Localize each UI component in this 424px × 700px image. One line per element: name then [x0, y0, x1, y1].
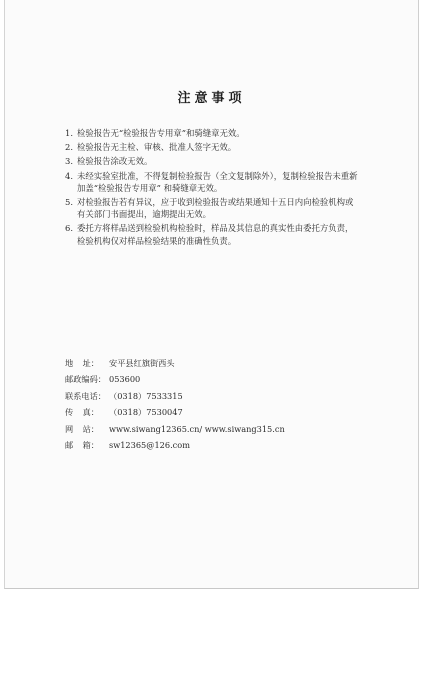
postcode-row [65, 372, 285, 389]
document-page [4, 0, 419, 589]
note-number: 5. [65, 196, 73, 207]
note-text: 有关部门书面提出，逾期提出无效。 [77, 209, 211, 220]
website-label [65, 424, 99, 435]
note-text: 检验报告涂改无效。 [77, 156, 153, 167]
phone-row [65, 388, 285, 405]
address-row [65, 355, 285, 372]
note-text: 检验机构仅对样品检验结果的准确性负责。 [77, 235, 237, 246]
postcode-value: 053600 [109, 374, 141, 385]
note-text: 检验报告无“检验报告专用章”和骑缝章无效。 [77, 128, 245, 138]
email-row [65, 438, 285, 455]
fax-label-char: 传 [65, 407, 74, 418]
address-label-char: 地 [65, 357, 74, 368]
list-item [65, 141, 385, 153]
fax-value: （0318）7530047 [109, 407, 183, 418]
note-number: 1. [65, 128, 73, 138]
note-number: 3. [65, 156, 73, 167]
note-text: 加盖“检验报告专用章” 和骑缝章无效。 [77, 182, 223, 193]
note-text: 委托方将样品送到检验机构检验时，样品及其信息的真实性由委托方负责， [77, 223, 354, 234]
fax-label [65, 407, 99, 418]
email-value: sw12365@126.com [109, 440, 190, 451]
phone-label: 联系电话： [65, 390, 106, 401]
address-label [65, 358, 99, 369]
website-label-char: 站： [82, 423, 99, 434]
email-label-char: 箱： [82, 440, 99, 451]
fax-row [65, 405, 285, 422]
note-number: 2. [65, 142, 73, 153]
email-label-char: 邮 [65, 440, 74, 451]
list-item [65, 155, 385, 167]
page-title: 注意事项 [177, 91, 246, 106]
fax-label-char: 真： [82, 407, 99, 418]
note-text: 未经实验室批准，不得复制检验报告（全文复制除外），复制检验报告未重新 [77, 170, 358, 181]
notes-list [65, 127, 385, 249]
note-number: 4. [65, 170, 73, 181]
address-value: 安平县红旗街西头 [109, 357, 175, 368]
list-item [65, 127, 385, 139]
email-label [65, 440, 99, 451]
list-item [65, 170, 385, 194]
list-item [65, 196, 385, 220]
note-number: 6. [65, 223, 73, 234]
website-row [65, 421, 285, 438]
note-text: 对检验报告若有异议，应于收到检验报告或结果通知十五日内向检验机构或 [77, 196, 354, 207]
website-label-char: 网 [65, 423, 74, 434]
postcode-label: 邮政编码： [65, 374, 106, 385]
note-text: 检验报告无主检、审核、批准人签字无效。 [77, 142, 237, 153]
list-item [65, 222, 385, 246]
website-value: www.siwang12365.cn/ www.siwang315.cn [109, 423, 285, 434]
contact-info [65, 355, 285, 454]
phone-value: （0318）7533315 [109, 390, 183, 401]
address-label-char: 址： [82, 357, 99, 368]
